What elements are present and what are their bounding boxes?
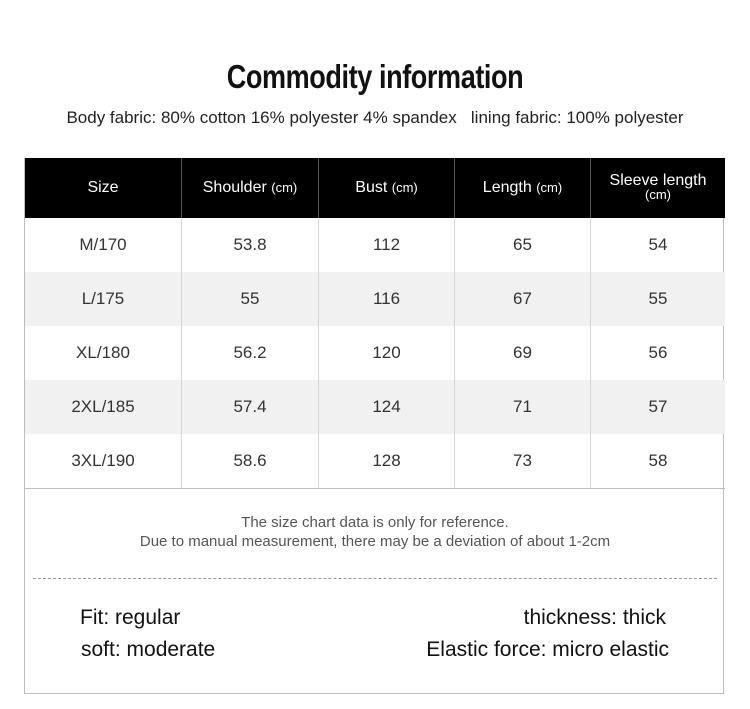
cell-length: 73	[455, 434, 591, 488]
size-table-body	[25, 218, 725, 488]
header-bust-unit: (cm)	[391, 180, 418, 195]
table-row	[25, 434, 725, 488]
cell-length: 69	[455, 326, 591, 380]
cell-shoulder: 58.6	[182, 434, 319, 488]
dotted-divider	[33, 578, 717, 579]
cell-bust: 120	[319, 326, 455, 380]
table-row	[25, 380, 725, 434]
thickness-attribute: thickness: thick	[523, 606, 666, 629]
cell-size: M/170	[25, 218, 182, 272]
cell-bust: 112	[319, 218, 455, 272]
softness-attribute: soft: moderate	[81, 638, 216, 661]
header-length	[455, 158, 591, 218]
header-sleeve-length	[591, 158, 725, 218]
cell-bust: 124	[319, 380, 455, 434]
cell-sleeve-length: 56	[648, 343, 668, 362]
table-row	[25, 218, 725, 272]
cell-shoulder: 55	[182, 272, 319, 326]
fabric-composition: Body fabric: 80% cotton 16% polyester 4% spandex lining fabric: 100% polyester	[66, 108, 684, 127]
header-shoulder-unit: (cm)	[271, 180, 298, 195]
header-bust	[319, 158, 455, 218]
header-sleeve-unit: (cm)	[645, 187, 671, 202]
table-row	[25, 326, 725, 380]
table-row	[25, 272, 725, 326]
cell-shoulder: 53.8	[182, 218, 319, 272]
cell-size: 3XL/190	[25, 434, 182, 488]
cell-shoulder: 56.2	[182, 326, 319, 380]
header-length-unit: (cm)	[536, 180, 563, 195]
fit-attribute: Fit: regular	[80, 606, 181, 629]
header-size	[25, 158, 182, 218]
cell-length: 67	[455, 272, 591, 326]
note-line-2: Due to manual measurement, there may be a deviation of about 1-2cm	[139, 533, 611, 550]
cell-size: 2XL/185	[25, 380, 182, 434]
cell-bust: 116	[319, 272, 455, 326]
header-shoulder-label: Shoulder	[202, 179, 267, 196]
size-chart-card	[24, 158, 724, 694]
header-shoulder	[182, 158, 319, 218]
reference-note	[25, 513, 725, 551]
cell-sleeve-length: 55	[648, 289, 668, 308]
header-size-label: Size	[87, 179, 119, 196]
cell-size: L/175	[25, 272, 182, 326]
size-table-header	[25, 158, 725, 218]
elastic-attribute: Elastic force: micro elastic	[426, 638, 669, 661]
note-line-1: The size chart data is only for reference.	[241, 514, 509, 531]
header-bust-label: Bust	[355, 179, 388, 196]
cell-sleeve-length: 57	[648, 397, 668, 416]
cell-size: XL/180	[25, 326, 182, 380]
table-divider	[25, 488, 725, 489]
header-sleeve-label: Sleeve length	[609, 172, 707, 189]
cell-sleeve-length: 58	[648, 451, 668, 470]
cell-shoulder: 57.4	[182, 380, 319, 434]
cell-bust: 128	[319, 434, 455, 488]
header-length-label: Length	[482, 179, 532, 196]
cell-length: 65	[455, 218, 591, 272]
page-title: Commodity information	[226, 58, 524, 95]
cell-length: 71	[455, 380, 591, 434]
cell-sleeve-length: 54	[648, 235, 668, 254]
